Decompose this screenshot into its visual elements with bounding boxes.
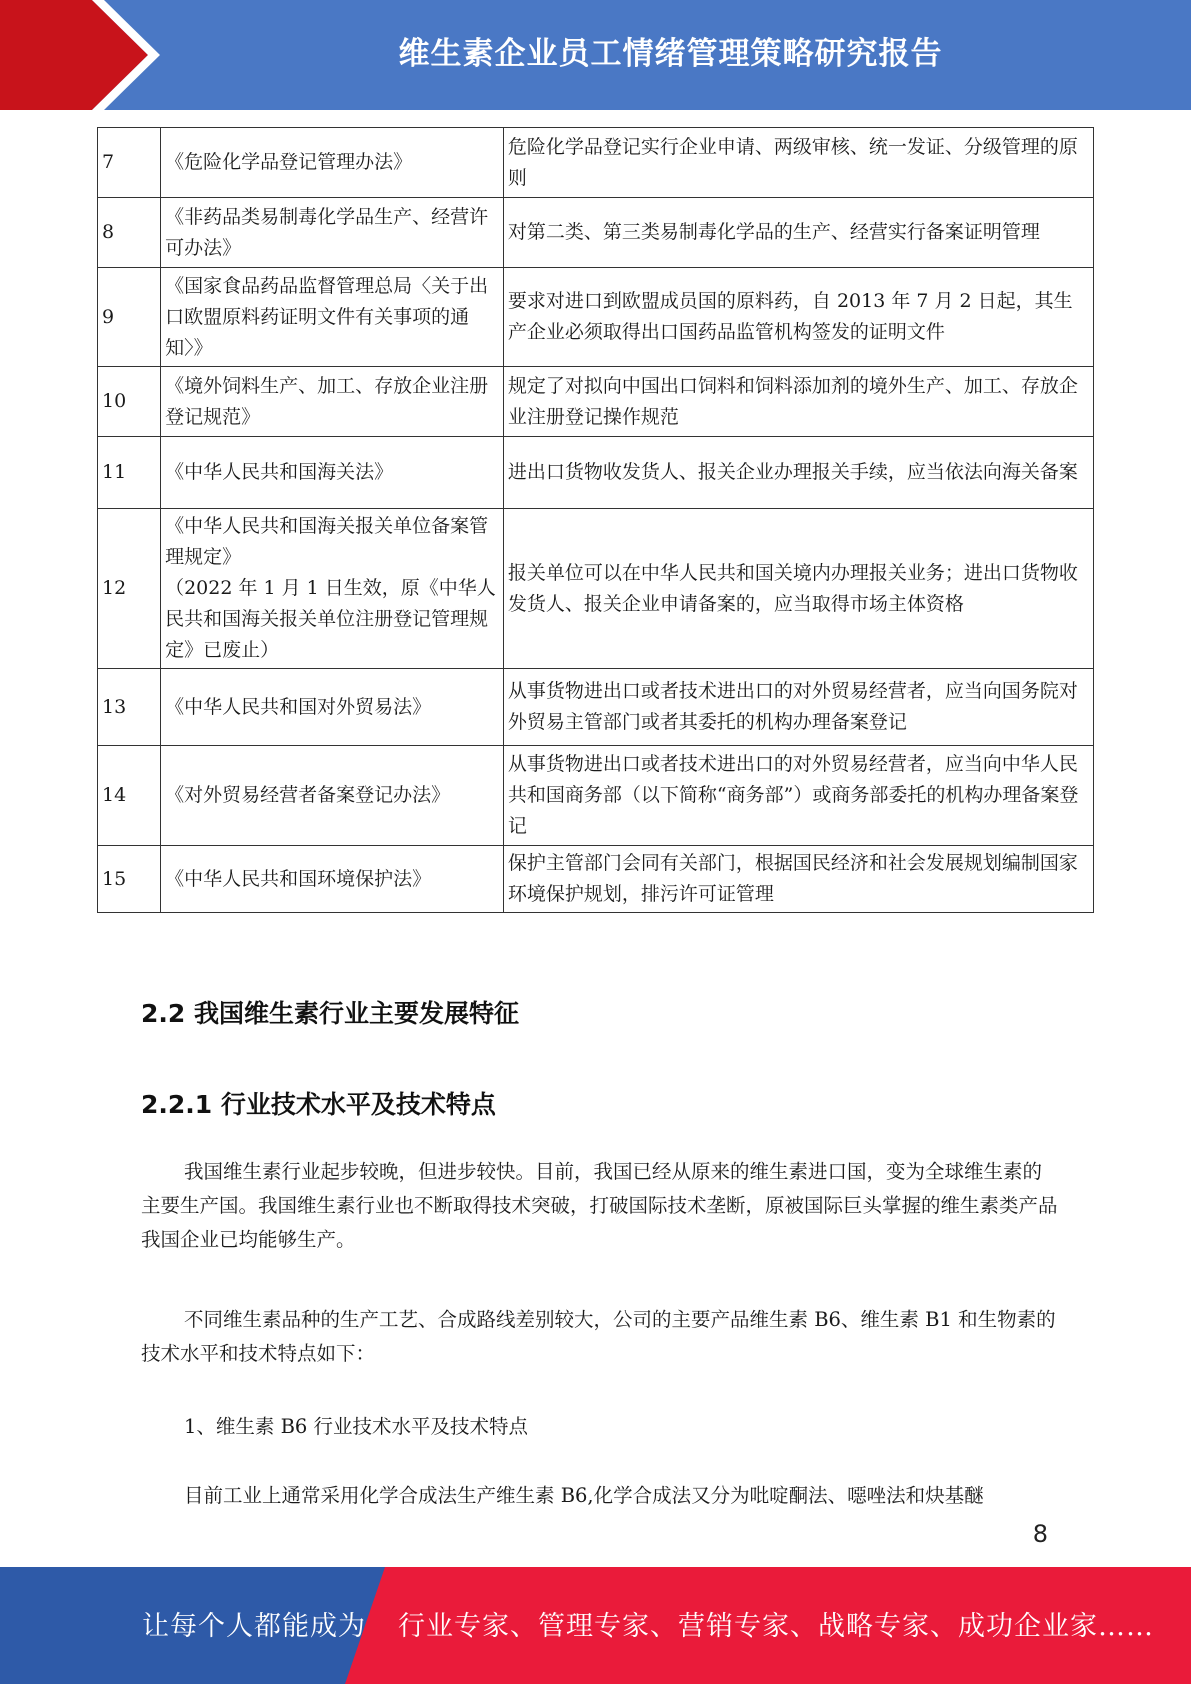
law-name: 《中华人民共和国海关报关单位备案管理规定》 （2022 年 1 月 1 日生效，原《中华人民共和国海关报关单位注册登记管理规定》已废止） bbox=[161, 509, 504, 669]
law-name: 《非药品类易制毒化学品生产、经营许可办法》 bbox=[161, 198, 504, 268]
row-number: 15 bbox=[98, 846, 161, 913]
table-row bbox=[98, 367, 1094, 437]
law-description: 危险化学品登记实行企业申请、两级审核、统一发证、分级管理的原则 bbox=[503, 128, 1093, 198]
header-title: 维生素企业员工情绪管理策略研究报告 bbox=[398, 36, 943, 72]
row-number: 14 bbox=[98, 746, 161, 846]
law-description: 要求对进口到欧盟成员国的原料药，自 2013 年 7 月 2 日起，其生产企业必须取得出口国药品监管机构签发的证明文件 bbox=[503, 268, 1093, 367]
law-name: 《境外饲料生产、加工、存放企业注册登记规范》 bbox=[161, 367, 504, 437]
law-name: 《中华人民共和国对外贸易法》 bbox=[161, 669, 504, 746]
row-number: 7 bbox=[98, 128, 161, 198]
subsection-heading: 2.2.1 行业技术水平及技术特点 bbox=[141, 1090, 496, 1119]
table-row bbox=[98, 268, 1094, 367]
law-description: 报关单位可以在中华人民共和国关境内办理报关业务；进出口货物收发货人、报关企业申请备案的，应当取得市场主体资格 bbox=[503, 509, 1093, 669]
header-arrow-decoration bbox=[0, 0, 160, 110]
page-footer bbox=[0, 1567, 1191, 1684]
row-number: 13 bbox=[98, 669, 161, 746]
paragraph: 1、维生素 B6 行业技术水平及技术特点 bbox=[184, 1415, 529, 1438]
law-description: 进出口货物收发货人、报关企业办理报关手续，应当依法向海关备案 bbox=[503, 437, 1093, 509]
table-row bbox=[98, 509, 1094, 669]
row-number: 8 bbox=[98, 198, 161, 268]
section-heading: 2.2 我国维生素行业主要发展特征 bbox=[141, 999, 519, 1028]
law-name: 《国家食品药品监督管理总局〈关于出口欧盟原料药证明文件有关事项的通知〉》 bbox=[161, 268, 504, 367]
law-description: 规定了对拟向中国出口饲料和饲料添加剂的境外生产、加工、存放企业注册登记操作规范 bbox=[503, 367, 1093, 437]
paragraph: 不同维生素品种的生产工艺、合成路线差别较大，公司的主要产品维生素 B6、维生素 B1 和生物素的技术水平和技术特点如下： bbox=[141, 1308, 1056, 1365]
law-description: 保护主管部门会同有关部门，根据国民经济和社会发展规划编制国家环境保护规划，排污许可证管理 bbox=[503, 846, 1093, 913]
footer-slogan-left: 让每个人都能成为 bbox=[142, 1611, 366, 1642]
table-row bbox=[98, 128, 1094, 198]
table-row bbox=[98, 746, 1094, 846]
law-name: 《危险化学品登记管理办法》 bbox=[161, 128, 504, 198]
row-number: 12 bbox=[98, 509, 161, 669]
page-header bbox=[0, 0, 1191, 110]
table-row bbox=[98, 437, 1094, 509]
law-description: 从事货物进出口或者技术进出口的对外贸易经营者，应当向中华人民共和国商务部（以下简称“商务部”）或商务部委托的机构办理备案登记 bbox=[503, 746, 1093, 846]
law-name: 《中华人民共和国海关法》 bbox=[161, 437, 504, 509]
table-row bbox=[98, 846, 1094, 913]
law-name: 《中华人民共和国环境保护法》 bbox=[161, 846, 504, 913]
table-row bbox=[98, 669, 1094, 746]
row-number: 10 bbox=[98, 367, 161, 437]
table-row bbox=[98, 198, 1094, 268]
law-name: 《对外贸易经营者备案登记办法》 bbox=[161, 746, 504, 846]
paragraph: 我国维生素行业起步较晚，但进步较快。目前，我国已经从原来的维生素进口国，变为全球维生素的主要生产国。我国维生素行业也不断取得技术突破，打破国际技术垄断，原被国际巨头掌握的维生素类产品我国企业已均能够生产。 bbox=[141, 1160, 1058, 1251]
paragraph: 目前工业上通常采用化学合成法生产维生素 B6,化学合成法又分为吡啶酮法、噁唑法和炔基醚 bbox=[184, 1484, 984, 1507]
row-number: 9 bbox=[98, 268, 161, 367]
row-number: 11 bbox=[98, 437, 161, 509]
law-description: 对第二类、第三类易制毒化学品的生产、经营实行备案证明管理 bbox=[503, 198, 1093, 268]
footer-slogan-right: 行业专家、管理专家、营销专家、战略专家、成功企业家…… bbox=[398, 1611, 1154, 1642]
regulations-table bbox=[97, 127, 1094, 913]
page-number: 8 bbox=[1032, 1520, 1048, 1548]
law-description: 从事货物进出口或者技术进出口的对外贸易经营者，应当向国务院对外贸易主管部门或者其委托的机构办理备案登记 bbox=[503, 669, 1093, 746]
